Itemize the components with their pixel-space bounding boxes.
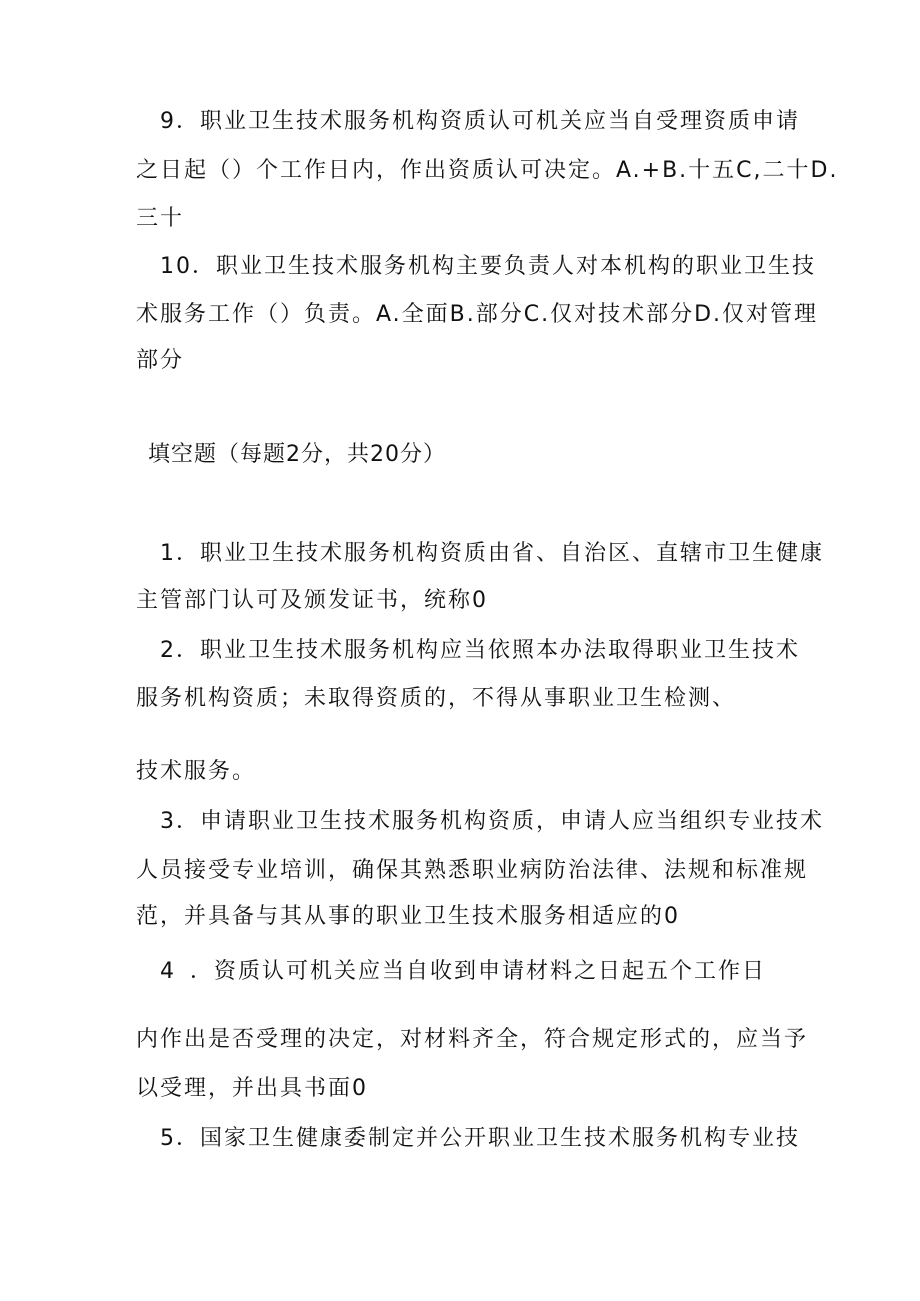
fill-blank-3-line-3: 范，并具备与其从事的职业卫生技术服务相适应的0	[136, 904, 680, 929]
fill-blank-3-line-2: 人员接受专业培训，确保其熟悉职业病防治法律、法规和标准规	[136, 858, 809, 883]
section-heading: 填空题（每题2分，共20分）	[148, 442, 446, 467]
fill-blank-5-line-1: 5．国家卫生健康委制定并公开职业卫生技术服务机构专业技	[160, 1126, 801, 1151]
question-9-line-3: 三十	[136, 206, 185, 231]
question-10-line-1: 10．职业卫生技术服务机构主要负责人对本机构的职业卫生技	[160, 254, 817, 279]
question-9-line-1: 9．职业卫生技术服务机构资质认可机关应当自受理资质申请	[160, 109, 801, 134]
question-number: 2	[160, 638, 176, 663]
question-9-line-2: 之日起（）个工作日内，作出资质认可决定。A.+B.十五C,二十D.	[136, 158, 839, 183]
fill-blank-4-line-2: 内作出是否受理的决定，对材料齐全，符合规定形式的，应当予	[136, 1027, 809, 1052]
fill-blank-4-line-1: 4 ．资质认可机关应当自收到申请材料之日起五个工作日	[160, 959, 767, 984]
question-number: 4	[160, 959, 176, 984]
question-10-line-2: 术服务工作（）负责。A.全面B.部分C.仅对技术部分D.仅对管理	[136, 302, 819, 327]
fill-blank-1-line-1: 1．职业卫生技术服务机构资质由省、自治区、直辖市卫生健康	[160, 541, 825, 566]
question-number: 1	[160, 541, 176, 566]
question-number: 10	[160, 254, 192, 279]
question-number: 5	[160, 1126, 176, 1151]
question-number: 9	[160, 109, 176, 134]
fill-blank-1-line-2: 主管部门认可及颁发证书，统称0	[136, 588, 488, 613]
fill-blank-2-line-1: 2．职业卫生技术服务机构应当依照本办法取得职业卫生技术	[160, 638, 801, 663]
fill-blank-2-line-2: 服务机构资质；未取得资质的，不得从事职业卫生检测、	[136, 686, 737, 711]
question-number: 3	[160, 809, 176, 834]
question-10-line-3: 部分	[136, 348, 185, 373]
fill-blank-2-line-3: 技术服务。	[136, 759, 257, 784]
fill-blank-3-line-1: 3．申请职业卫生技术服务机构资质，申请人应当组织专业技术	[160, 809, 825, 834]
fill-blank-4-line-3: 以受理，并出具书面0	[136, 1076, 368, 1101]
